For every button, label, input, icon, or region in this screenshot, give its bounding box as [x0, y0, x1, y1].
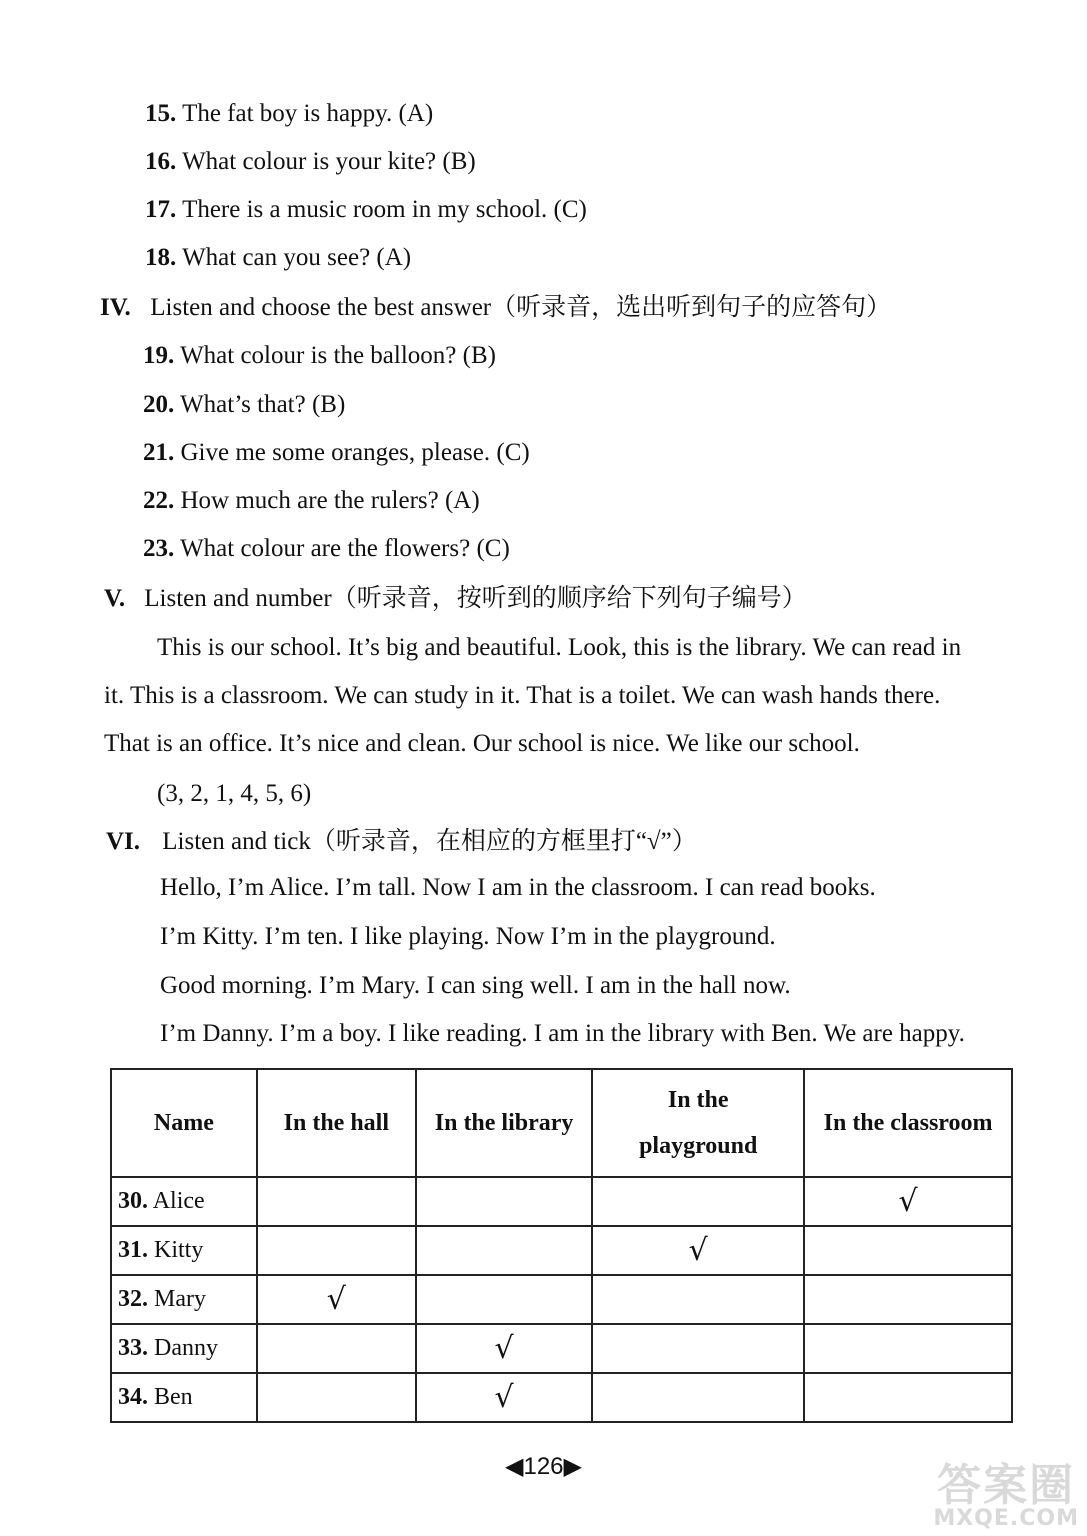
watermark-logo: [933, 1460, 1079, 1531]
tick-cell: [416, 1226, 592, 1275]
question-item: [145, 98, 433, 130]
question-item: [143, 533, 510, 565]
watermark-url: MXQE.COM: [933, 1506, 1079, 1531]
section-number: IV.: [100, 294, 131, 321]
tick-cell: √: [592, 1226, 804, 1275]
tick-cell: [257, 1373, 416, 1422]
section-heading-v: [104, 583, 807, 615]
question-number: 16.: [145, 148, 177, 175]
question-text: What can you see? (A): [182, 244, 412, 271]
row-name: Ben: [154, 1384, 193, 1410]
passage-line: I’m Danny. I’m a boy. I like reading. I am in the library with Ben. We are happy.: [160, 1020, 965, 1047]
row-name: Alice: [152, 1188, 205, 1214]
row-name-cell: [111, 1226, 257, 1275]
tick-cell: √: [416, 1373, 592, 1422]
tick-cell: [804, 1324, 1012, 1373]
row-number: 32.: [118, 1286, 148, 1312]
question-text: Give me some oranges, please. (C): [180, 439, 530, 466]
tick-cell: [257, 1324, 416, 1373]
question-text: What colour is the balloon? (B): [180, 342, 496, 369]
column-header-hall: In the hall: [257, 1069, 416, 1177]
question-item: [145, 146, 476, 178]
tick-cell: [416, 1177, 592, 1226]
question-text: What colour is your kite? (B): [182, 148, 476, 175]
section-number: V.: [104, 585, 126, 612]
question-text: What colour are the flowers? (C): [180, 535, 510, 562]
row-name-cell: [111, 1373, 257, 1422]
passage-line: This is our school. It’s big and beautiful. Look, this is the library. We can read in: [157, 634, 962, 661]
row-name: Danny: [154, 1335, 218, 1361]
column-header-classroom: In the classroom: [804, 1069, 1012, 1177]
question-number: 18.: [145, 244, 177, 271]
question-item: [143, 485, 480, 517]
question-text: There is a music room in my school. (C): [182, 196, 587, 223]
passage-line: That is an office. It’s nice and clean. Our school is nice. We like our school.: [104, 730, 860, 757]
question-number: 22.: [143, 487, 175, 514]
tick-cell: [804, 1373, 1012, 1422]
row-name-cell: [111, 1275, 257, 1324]
tick-cell: [804, 1226, 1012, 1275]
question-number: 17.: [145, 196, 177, 223]
column-header-name: Name: [111, 1069, 257, 1177]
question-number: 23.: [143, 535, 175, 562]
question-item: [145, 194, 587, 226]
tick-cell: [592, 1177, 804, 1226]
row-name-cell: [111, 1324, 257, 1373]
tick-cell: √: [257, 1275, 416, 1324]
question-item: [145, 242, 411, 274]
row-number: 34.: [118, 1384, 148, 1410]
watermark-text: 答案圈: [937, 1460, 1076, 1511]
column-header-library: In the library: [416, 1069, 592, 1177]
passage-line: it. This is a classroom. We can study in it. That is a toilet. We can wash hands there.: [104, 682, 941, 709]
row-name: Mary: [154, 1286, 206, 1312]
tick-cell: [592, 1275, 804, 1324]
question-text: The fat boy is happy. (A): [182, 100, 434, 127]
row-name: Kitty: [154, 1237, 204, 1263]
section-number: VI.: [106, 828, 141, 855]
question-number: 20.: [143, 391, 175, 418]
column-header-playground: In the playground: [592, 1069, 804, 1177]
passage-line: I’m Kitty. I’m ten. I like playing. Now I’m in the playground.: [160, 923, 776, 950]
tick-cell: [804, 1275, 1012, 1324]
question-item: [143, 437, 530, 469]
passage-line: Good morning. I’m Mary. I can sing well. I am in the hall now.: [160, 972, 791, 999]
section-heading-iv: [100, 292, 891, 324]
tick-cell: √: [804, 1177, 1012, 1226]
tick-cell: [257, 1226, 416, 1275]
tick-cell: [416, 1275, 592, 1324]
answer-sequence: (3, 2, 1, 4, 5, 6): [157, 780, 312, 807]
table-header-row: [111, 1069, 1012, 1177]
question-item: [143, 340, 496, 372]
table-row: [111, 1373, 1012, 1422]
page-number: ◀126▶: [505, 1453, 582, 1480]
table-row: [111, 1275, 1012, 1324]
table-row: [111, 1324, 1012, 1373]
table-row: [111, 1226, 1012, 1275]
tick-cell: [592, 1324, 804, 1373]
question-item: [143, 389, 345, 421]
table-row: [111, 1177, 1012, 1226]
row-name-cell: [111, 1177, 257, 1226]
tick-cell: √: [416, 1324, 592, 1373]
row-number: 33.: [118, 1335, 148, 1361]
question-text: How much are the rulers? (A): [180, 487, 480, 514]
section-heading-vi: [106, 826, 697, 858]
question-text: What’s that? (B): [180, 391, 346, 418]
tick-cell: [592, 1373, 804, 1422]
tick-cell: [257, 1177, 416, 1226]
section-title: Listen and tick（听录音，在相应的方框里打“√”）: [162, 828, 697, 855]
section-title: Listen and choose the best answer（听录音，选出听到句子的应答句）: [150, 294, 892, 321]
row-number: 30.: [118, 1188, 148, 1214]
question-number: 19.: [143, 342, 175, 369]
section-title: Listen and number（听录音，按听到的顺序给下列句子编号）: [144, 585, 807, 612]
tick-table: [110, 1068, 1013, 1423]
passage-line: Hello, I’m Alice. I’m tall. Now I am in the classroom. I can read books.: [160, 874, 876, 901]
question-number: 15.: [145, 100, 177, 127]
row-number: 31.: [118, 1237, 148, 1263]
question-number: 21.: [143, 439, 175, 466]
